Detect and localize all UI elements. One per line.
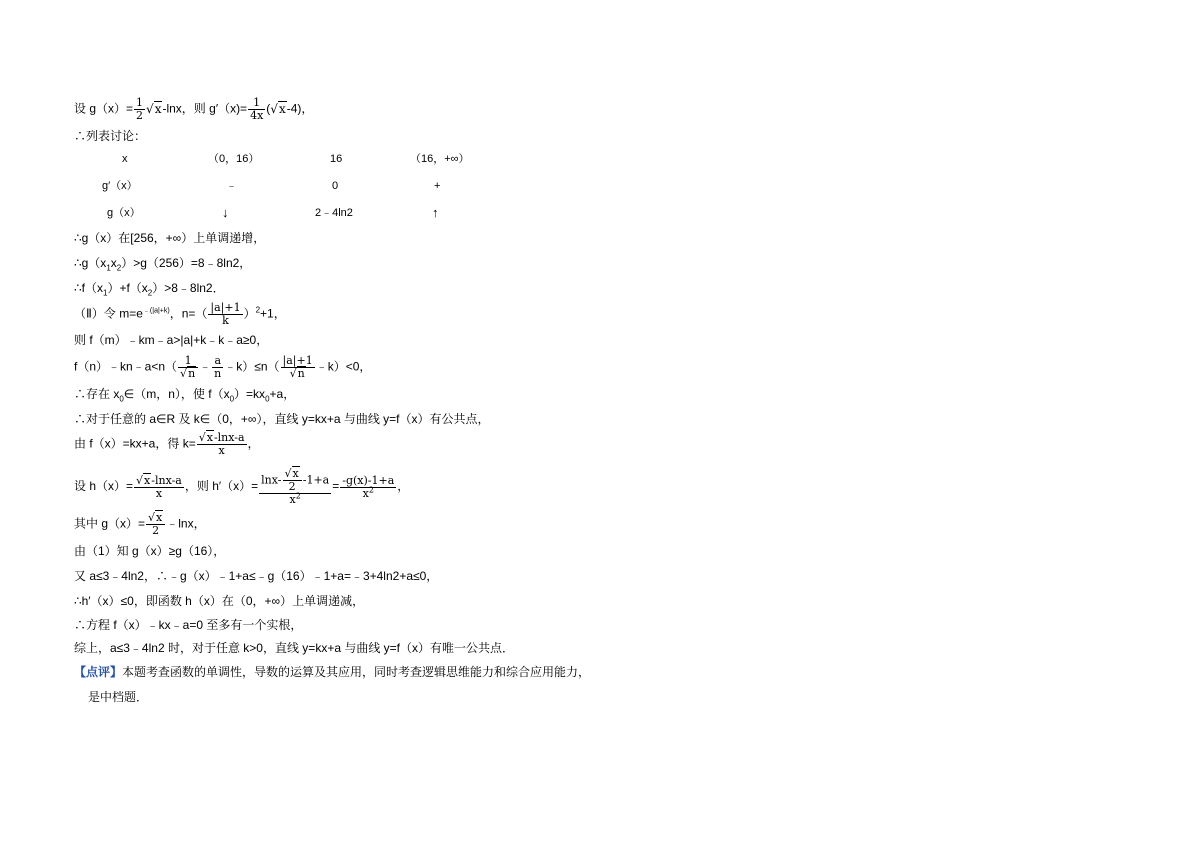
denominator <box>281 368 315 380</box>
numerator: 1 <box>248 97 265 110</box>
table-cell: （16，+∞） <box>410 153 470 165</box>
fraction <box>248 97 265 122</box>
text: -lnx-a <box>213 431 245 444</box>
text: = <box>332 479 340 494</box>
denominator: x <box>155 486 163 500</box>
sqrt: √n <box>180 367 196 380</box>
radicand: n <box>188 367 196 380</box>
table-cell: 2﹣4ln2 <box>315 207 353 219</box>
sqrt: √x <box>146 101 162 116</box>
subscript: 1 <box>106 263 111 273</box>
text: ）+f（x <box>107 281 148 295</box>
sqrt: √n <box>289 367 305 380</box>
line-g-product <box>74 256 252 273</box>
text: lnx- <box>261 473 282 487</box>
radicand: x <box>144 473 151 487</box>
comment-tag: 【点评】 <box>74 665 123 679</box>
numerator <box>134 475 184 488</box>
text: ）=kx <box>234 387 266 401</box>
line-table-intro: ∴列表讨论： <box>74 129 147 143</box>
numerator: a <box>212 355 223 368</box>
fraction <box>146 512 165 537</box>
numerator <box>259 468 331 494</box>
line-f-sum <box>74 281 225 298</box>
denominator: 2 <box>136 109 144 122</box>
line-increasing: ∴g（x）在[256，+∞）上单调递增， <box>74 231 266 245</box>
denominator <box>178 368 198 380</box>
line-at-most-one-root: ∴方程 f（x）﹣kx﹣a=0 至多有一个实根， <box>74 618 303 632</box>
fraction <box>134 475 184 500</box>
denominator: n <box>214 367 222 380</box>
text: ）>8﹣8ln2． <box>152 281 225 295</box>
text: ，n=（ <box>169 306 208 321</box>
numerator: |a|+1 <box>282 354 313 367</box>
line-solve-k <box>74 432 260 457</box>
superscript: 2 <box>255 305 261 315</box>
superscript: ﹣(|a|+k) <box>142 307 170 315</box>
text: ﹣ <box>199 359 212 374</box>
radicand: x <box>278 101 286 116</box>
sqrt: √x <box>136 473 151 487</box>
line-inequality: 又 a≤3﹣4ln2，∴﹣g（x）﹣1+a≤﹣g（16）﹣1+a=﹣3+4ln2+a≤0， <box>74 569 439 583</box>
numerator: -g(x)-1+a <box>342 473 395 487</box>
table-cell: ﹣ <box>226 180 237 192</box>
text: ） <box>243 306 256 321</box>
text: +a， <box>269 387 296 401</box>
subscript: 2 <box>147 288 153 298</box>
text: （Ⅱ）令 m=e <box>74 306 143 321</box>
line-comment-cont: 是中档题． <box>88 690 149 704</box>
text: -1+a <box>302 473 330 487</box>
table-cell: x <box>122 153 128 165</box>
line-from-part1: 由（1）知 g（x）≥g（16）， <box>74 544 226 558</box>
table-cell: g（x） <box>107 207 141 219</box>
radicand: x <box>206 431 213 444</box>
text: -4)， <box>286 101 314 116</box>
numerator: |a|+1 <box>210 301 241 314</box>
subscript: 2 <box>116 263 122 273</box>
text: ）>g（256）=8﹣8ln2， <box>121 256 252 270</box>
comment-text: 本题考查函数的单调性，导数的运算及其应用，同时考查逻辑思维能力和综合应用能力， <box>122 665 591 679</box>
text: ﹣k）<0， <box>315 359 372 374</box>
line-exists-x0 <box>74 387 296 404</box>
table-cell: + <box>434 180 441 192</box>
line-common-point: ∴对于任意的 a∈R 及 k∈（0，+∞），直线 y=kx+a 与曲线 y=f（x）有公共点， <box>74 412 490 426</box>
denominator: k <box>222 314 229 327</box>
text: ﹣lnx， <box>166 516 206 531</box>
superscript: 2 <box>368 484 374 494</box>
numerator: 1 <box>178 355 198 368</box>
radicand: x <box>154 101 162 116</box>
sqrt: √x <box>198 431 213 444</box>
text: 设 h（x）= <box>74 479 134 494</box>
subscript: 0 <box>229 394 235 404</box>
text: f（n）﹣kn﹣a<n（ <box>74 359 178 374</box>
text: ∴f（x <box>74 281 103 295</box>
superscript: 2 <box>295 491 301 501</box>
table-cell: （0，16） <box>208 153 260 165</box>
radicand: x <box>292 467 299 480</box>
denominator: 2 <box>152 524 160 537</box>
fraction <box>259 468 331 506</box>
table-cell: ↓ <box>222 205 229 220</box>
radicand: x <box>156 511 163 524</box>
sqrt: √x <box>284 467 299 480</box>
denominator: x <box>218 444 225 457</box>
radicand: n <box>297 367 305 380</box>
sqrt: √x <box>148 511 163 524</box>
table-cell: g′（x） <box>102 180 138 192</box>
fraction <box>340 475 396 500</box>
fraction <box>178 355 198 380</box>
fraction <box>134 97 145 122</box>
line-define-h <box>74 468 409 506</box>
fraction <box>208 302 242 327</box>
line-where-g <box>74 512 206 537</box>
text: ，则 h′（x）= <box>184 479 259 494</box>
line-define-g <box>74 97 313 122</box>
table-cell: ↑ <box>432 205 439 220</box>
subscript: 0 <box>119 394 124 404</box>
fraction <box>281 355 315 380</box>
text: ∴g（x <box>74 256 107 270</box>
text: x <box>362 486 369 500</box>
text: ∈（m，n），使 f（x <box>123 387 230 401</box>
line-fn <box>74 355 371 380</box>
text: x <box>110 256 117 270</box>
line-comment <box>74 665 590 679</box>
denominator <box>259 491 331 506</box>
denominator: 2 <box>288 480 296 493</box>
text: x <box>289 493 296 506</box>
table-cell: 16 <box>330 153 343 165</box>
text: 其中 g（x）= <box>74 516 146 531</box>
line-conclusion: 综上，a≤3﹣4ln2 时，对于任意 k>0，直线 y=kx+a 与曲线 y=f（x）有唯一公共点． <box>74 641 515 655</box>
text: ( <box>266 101 271 116</box>
text: 由 f（x）=kx+a，得 k= <box>74 436 196 451</box>
numerator: 1 <box>136 96 144 109</box>
fraction <box>283 468 302 493</box>
line-part-two <box>74 302 286 327</box>
fraction <box>212 355 223 380</box>
sqrt: √x <box>270 101 286 116</box>
subscript: 0 <box>265 394 270 404</box>
fraction <box>197 432 247 457</box>
text: ﹣k）≤n（ <box>224 359 280 374</box>
line-fm: 则 f（m）﹣km﹣a>|a|+k﹣k﹣a≥0， <box>74 333 269 347</box>
text: ∴存在 x <box>74 387 120 401</box>
text: +1， <box>260 306 286 321</box>
text: -lnx，则 g′（x)= <box>162 101 248 116</box>
denominator <box>340 484 396 500</box>
subscript: 1 <box>102 288 108 298</box>
text: ， <box>247 436 260 451</box>
text: 设 g（x）= <box>74 101 134 116</box>
line-h-decreasing: ∴h′（x）≤0，即函数 h（x）在（0，+∞）上单调递减， <box>74 594 365 608</box>
text: ， <box>397 479 410 494</box>
table-cell: 0 <box>332 180 339 192</box>
text: -lnx-a <box>151 473 182 487</box>
denominator: 4x <box>250 109 264 122</box>
